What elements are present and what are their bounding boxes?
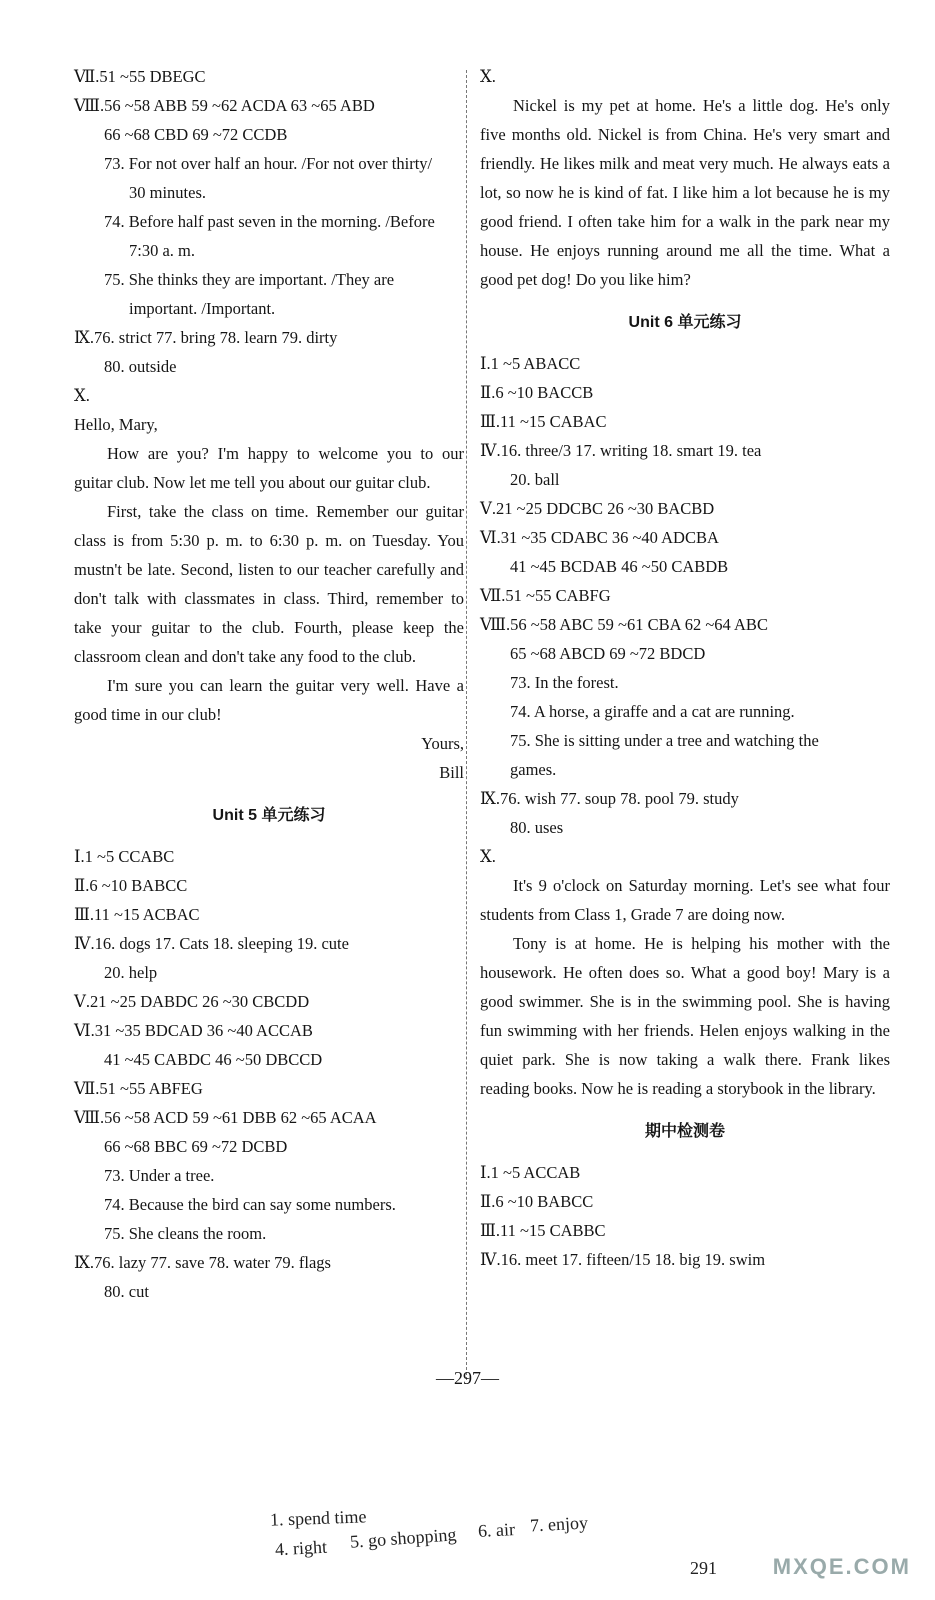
- column-divider: [466, 70, 467, 1380]
- answer-line: 7:30 a. m.: [129, 241, 195, 260]
- answer-line: Ⅲ.11 ~15 ACBAC: [74, 905, 200, 924]
- answer-line: Ⅲ.11 ~15 CABAC: [480, 412, 607, 431]
- answer-line: Ⅶ.51 ~55 DBEGC: [74, 67, 206, 86]
- answer-line: Ⅸ.76. strict 77. bring 78. learn 79. dirty: [74, 328, 338, 347]
- answer-line: 66 ~68 BBC 69 ~72 DCBD: [104, 1137, 288, 1156]
- signoff-line: Yours,: [421, 734, 464, 753]
- answer-line: 75. She cleans the room.: [104, 1224, 267, 1243]
- answer-line: 73. In the forest.: [510, 673, 619, 692]
- answer-line: 73. Under a tree.: [104, 1166, 215, 1185]
- answer-line: Ⅷ.56 ~58 ACD 59 ~61 DBB 62 ~65 ACAA: [74, 1108, 377, 1127]
- answer-line: 30 minutes.: [129, 183, 206, 202]
- answer-line: important. /Important.: [129, 299, 276, 318]
- answer-line: Ⅹ.: [480, 847, 496, 866]
- answer-line: Ⅴ.21 ~25 DDCBC 26 ~30 BACBD: [480, 499, 715, 518]
- watermark-logo: MXQE.COM: [772, 1554, 911, 1579]
- answer-line: Ⅵ.31 ~35 BDCAD 36 ~40 ACCAB: [74, 1021, 313, 1040]
- page-number: —297—: [436, 1368, 499, 1388]
- next-page-strip: [0, 1500, 935, 1600]
- paragraph: Tony is at home. He is helping his mother with the housework. He often does so. What a good boy! Mary is a good swimmer. She is in the swimming pool. She is having fun swimming with her friends. Helen enjoys walking in the quiet park. She is now taking a walk there. Frank likes reading books. Now he is reading a storybook in the library.: [480, 934, 890, 1098]
- answer-line: Ⅳ.16. three/3 17. writing 18. smart 19. tea: [480, 441, 762, 460]
- answer-line: Ⅷ.56 ~58 ABC 59 ~61 CBA 62 ~64 ABC: [480, 615, 768, 634]
- paragraph: Nickel is my pet at home. He's a little dog. He's only five months old. Nickel is from China. He's very smart and friendly. He likes milk and meat very much. He always eats a lot, so now he is kind of fat. I like him a lot because he is my good friend. I often take him for a walk in the park near my house. He enjoys running around me all the time. What a good pet dog! Do you like him?: [480, 96, 890, 289]
- answer-line: 66 ~68 CBD 69 ~72 CCDB: [104, 125, 288, 144]
- left-column: [74, 62, 464, 1306]
- answer-line: 65 ~68 ABCD 69 ~72 BDCD: [510, 644, 706, 663]
- answer-line: Ⅸ.76. wish 77. soup 78. pool 79. study: [480, 789, 739, 808]
- answer-line: Ⅷ.56 ~58 ABB 59 ~62 ACDA 63 ~65 ABD: [74, 96, 375, 115]
- paragraph: I'm sure you can learn the guitar very well. Have a good time in our club!: [74, 676, 464, 724]
- answer-line: 80. uses: [510, 818, 564, 837]
- paragraph: It's 9 o'clock on Saturday morning. Let's see what four students from Class 1, Grade 7 are doing now.: [480, 876, 890, 924]
- answer-line: 80. outside: [104, 357, 177, 376]
- answer-line: Ⅰ.1 ~5 ABACC: [480, 354, 581, 373]
- answer-line: 75. She is sitting under a tree and watching the: [510, 731, 819, 750]
- answer-line: 20. help: [104, 963, 158, 982]
- section-heading: 期中检测卷: [644, 1123, 725, 1140]
- answer-line: Hello, Mary,: [74, 415, 158, 434]
- bottom-item-7: 7. enjoy: [529, 1512, 589, 1536]
- bottom-item-6: 6. air: [477, 1519, 516, 1541]
- bottom-line-1: 1. spend time: [269, 1506, 367, 1530]
- bottom-page-number: 291: [690, 1558, 717, 1578]
- answer-line: Ⅴ.21 ~25 DABDC 26 ~30 CBCDD: [74, 992, 310, 1011]
- answer-line: games.: [510, 760, 557, 779]
- paragraph: First, take the class on time. Remember our guitar class is from 5:30 p. m. to 6:30 p. m. on Tuesday. You mustn't be late. Second, listen to our teacher carefully and don't talk with classmates in class. Third, remember to take your guitar to the club. Fourth, please keep the classroom clean and don't take any food to the club.: [74, 502, 464, 666]
- answer-line: 41 ~45 CABDC 46 ~50 DBCCD: [104, 1050, 323, 1069]
- answer-line: Ⅹ.: [74, 386, 90, 405]
- answer-line: Ⅶ.51 ~55 CABFG: [480, 586, 611, 605]
- answer-line: Ⅰ.1 ~5 CCABC: [74, 847, 175, 866]
- answer-line: 20. ball: [510, 470, 560, 489]
- answer-line: Ⅳ.16. meet 17. fifteen/15 18. big 19. swim: [480, 1250, 766, 1269]
- answer-line: Ⅱ.6 ~10 BABCC: [480, 1192, 594, 1211]
- answer-line: Ⅹ.: [480, 67, 496, 86]
- answer-line: 75. She thinks they are important. /They are: [104, 270, 395, 289]
- answer-line: Ⅱ.6 ~10 BABCC: [74, 876, 188, 895]
- section-heading: Unit 6 单元练习: [628, 314, 742, 331]
- answer-line: Ⅰ.1 ~5 ACCAB: [480, 1163, 581, 1182]
- bottom-item-4: 4. right: [274, 1536, 328, 1560]
- answer-line: 73. For not over half an hour. /For not over thirty/: [104, 154, 433, 173]
- answer-line: 41 ~45 BCDAB 46 ~50 CABDB: [510, 557, 729, 576]
- section-heading: Unit 5 单元练习: [212, 807, 326, 824]
- answer-line: Ⅳ.16. dogs 17. Cats 18. sleeping 19. cute: [74, 934, 349, 953]
- answer-line: Ⅱ.6 ~10 BACCB: [480, 383, 594, 402]
- right-column: [480, 62, 890, 1274]
- answer-line: Ⅶ.51 ~55 ABFEG: [74, 1079, 203, 1098]
- bottom-item-5: 5. go shopping: [349, 1524, 458, 1552]
- paragraph: How are you? I'm happy to welcome you to our guitar club. Now let me tell you about our guitar club.: [74, 444, 464, 492]
- answer-line: 74. A horse, a giraffe and a cat are running.: [510, 702, 795, 721]
- signoff-line: Bill: [439, 763, 464, 782]
- answer-line: Ⅵ.31 ~35 CDABC 36 ~40 ADCBA: [480, 528, 719, 547]
- answer-line: 74. Before half past seven in the morning. /Before: [104, 212, 435, 231]
- answer-line: 74. Because the bird can say some numbers.: [104, 1195, 396, 1214]
- answer-line: 80. cut: [104, 1282, 149, 1301]
- answer-line: Ⅲ.11 ~15 CABBC: [480, 1221, 606, 1240]
- answer-line: Ⅸ.76. lazy 77. save 78. water 79. flags: [74, 1253, 331, 1272]
